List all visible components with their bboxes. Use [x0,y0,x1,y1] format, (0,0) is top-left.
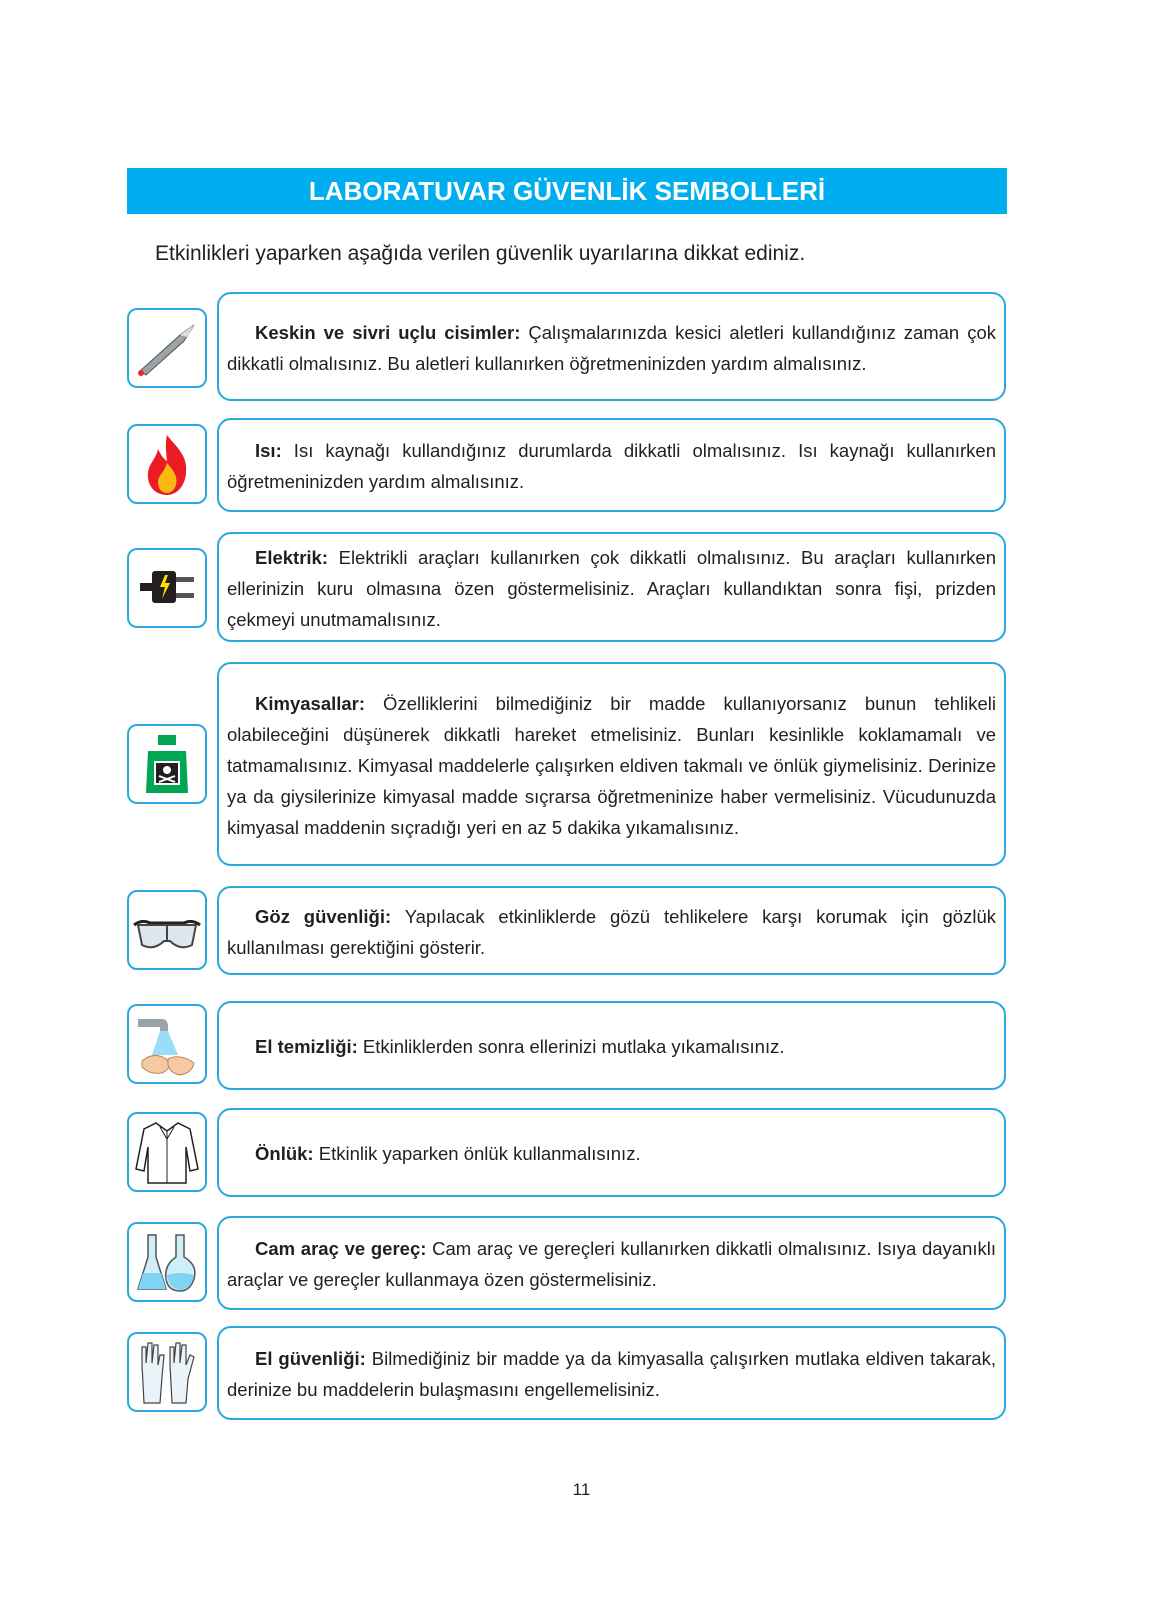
gloves-icon [127,1332,207,1412]
page-title-banner: LABORATUVAR GÜVENLİK SEMBOLLERİ [127,168,1007,214]
electric-plug-icon [127,548,207,628]
item-text: El güvenliği: Bilmediğiniz bir madde ya da kimyasalla çalışırken mutlaka eldiven takarak, derinize bu maddelerin bulaşmasını engellemelisiniz. [227,1348,996,1400]
poison-bottle-icon [127,724,207,804]
item-text: Kimyasallar: Özelliklerini bilmediğiniz bir madde kullanıyorsanız bunun tehlikeli olabileceğini düşünerek dikkatli hareket etmelisiniz. Bunları kesinlikle koklamamalı ve tatmamalısınız. Kimyasal maddelerle çalışırken eldiven takmalı ve önlük giymelisiniz. Derinize ya da giysilerinize kimyasal madde sıçrarsa öğretmeninize haber vermelisiniz. Vücudunuzda kimyasal maddenin sıçradığı yeri en az 5 dakika yıkamalısınız. [227,692,996,838]
lab-coat-card [217,1108,1006,1197]
page-number: 11 [572,1480,591,1499]
item-text: Önlük: Etkinlik yaparken önlük kullanmalısınız. [255,1143,641,1164]
heat-card [217,418,1006,512]
item-text: Cam araç ve gereç: Cam araç ve gereçleri kullanırken dikkatli olmalısınız. Isıya dayanıklı araçlar ve gereçler kullanmaya özen göstermelisiniz. [227,1238,996,1290]
item-text: Isı: Isı kaynağı kullandığınız durumlarda dikkatli olmalısınız. Isı kaynağı kullanırken öğretmeninizden yardım almalısınız. [227,440,996,492]
intro-text: Etkinlikleri yaparken aşağıda verilen güvenlik uyarılarına dikkat ediniz. [155,242,806,265]
fire-icon [127,424,207,504]
item-text: El temizliği: Etkinliklerden sonra ellerinizi mutlaka yıkamalısınız. [255,1036,785,1057]
hand-washing-icon [127,1004,207,1084]
electric-card [217,532,1006,642]
eye-safety-card [217,886,1006,975]
scalpel-icon [127,308,207,388]
glassware-card [217,1216,1006,1310]
glass-flasks-icon [127,1222,207,1302]
chemicals-card [217,662,1006,866]
safety-goggles-icon [127,890,207,970]
hand-safety-card [217,1326,1006,1420]
item-text: Elektrik: Elektrikli araçları kullanırken çok dikkatli olmalısınız. Bu araçları kullanırken ellerinizin kuru olmasına özen göstermelisiniz. Araçları kullandıktan sonra fişi, prizden çekmeyi unutmamalısınız. [227,546,996,630]
item-text: Göz güvenliği: Yapılacak etkinliklerde gözü tehlikelere karşı korumak için gözlük kullanılması gerektiğini gösterir. [227,905,996,958]
lab-coat-icon [127,1112,207,1192]
sharp-objects-card [217,292,1006,401]
hand-hygiene-card [217,1001,1006,1090]
item-text: Keskin ve sivri uçlu cisimler: Çalışmalarınızda kesici aletleri kullandığınız zaman çok dikkatli olmalısınız. Bu aletleri kullanırken öğretmeninizden yardım almalısınız. [227,321,996,374]
